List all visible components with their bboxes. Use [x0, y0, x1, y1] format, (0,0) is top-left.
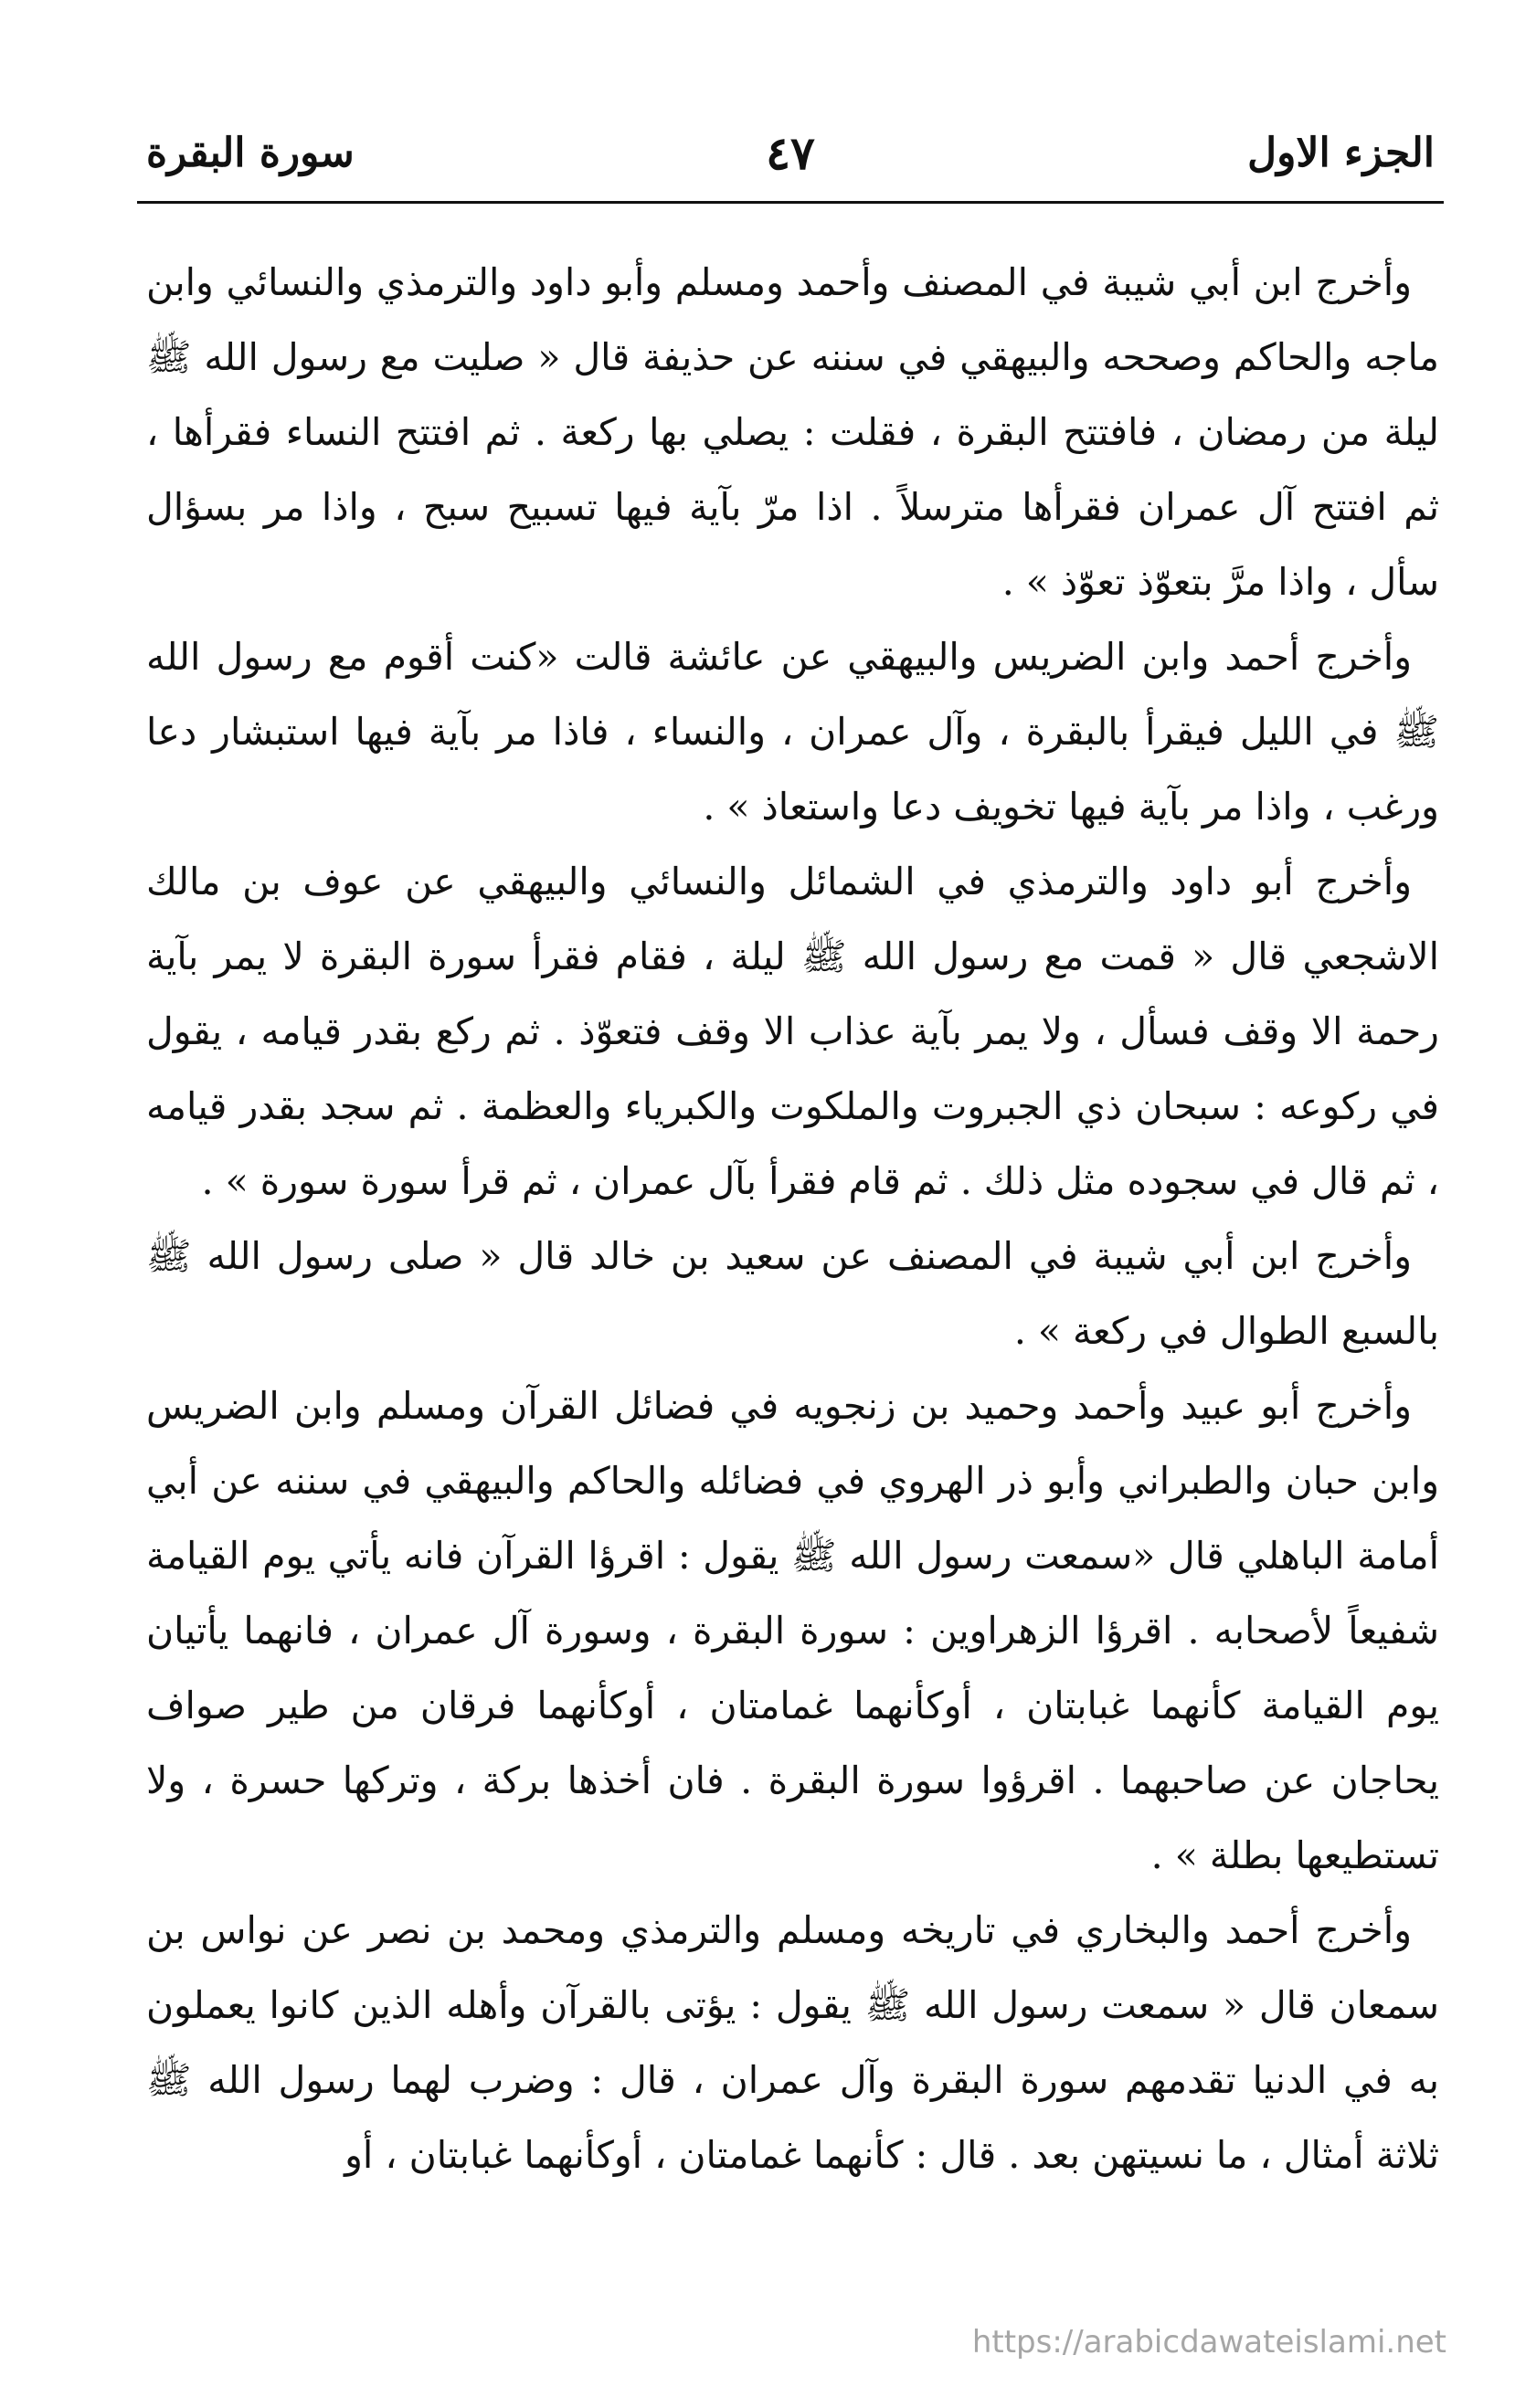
body-text: [146, 245, 1439, 2318]
paragraph-4: [146, 1219, 1439, 1368]
paragraph-text: وأخرج ابن أبي شيبة في المصنف وأحمد ومسلم وأبو داود والترمذي والنسائي وابن ماجه والحاكم وصححه والبيهقي في سننه عن حذيفة قال « صليت مع رسول الله ﷺ ليلة من رمضان ، فافتتح البقرة ، فقلت : يصلي بها ركعة . ثم افتتح النساء فقرأها ، ثم افتتح آل عمران فقرأها مترسلاً . اذا مرّ بآية فيها تسبيح سبح ، واذا مر بسؤال سأل ، واذا مرَّ بتعوّذ تعوّذ » .: [146, 260, 1439, 604]
page-number: ٤٧: [766, 126, 815, 180]
paragraph-text: وأخرج أحمد وابن الضريس والبيهقي عن عائشة قالت «كنت أقوم مع رسول الله ﷺ في الليل فيقرأ بالبقرة ، وآل عمران ، والنساء ، فاذا مر بآية فيها استبشار دعا ورغب ، واذا مر بآية فيها تخويف دعا واستعاذ » .: [146, 635, 1439, 829]
paragraph-6: [146, 1893, 1439, 2192]
paragraph-2: [146, 619, 1439, 844]
watermark-url: https://arabicdawateislami.net: [971, 2324, 1446, 2360]
header-divider: [137, 201, 1444, 204]
paragraph-text: وأخرج أبو عبيد وأحمد وحميد بن زنجويه في فضائل القرآن ومسلم وابن الضريس وابن حبان والطبراني وأبو ذر الهروي في فضائله والحاكم والبيهقي في سننه عن أبي أمامة الباهلي قال «سمعت رسول الله ﷺ يقول : اقرؤا القرآن فانه يأتي يوم القيامة شفيعاً لأصحابه . اقرؤا الزهراوين : سورة البقرة ، وسورة آل عمران ، فانهما يأتيان يوم القيامة كأنهما غبابتان ، أوكأنهما غمامتان ، أوكأنهما فرقان من طير صواف يحاجان عن صاحبهما . اقرؤوا سورة البقرة . فان أخذها بركة ، وتركها حسرة ، ولا تستطيعها بطلة » .: [146, 1384, 1439, 1877]
paragraph-5: [146, 1368, 1439, 1893]
paragraph-3: [146, 844, 1439, 1219]
surah-title: سورة البقرة: [146, 130, 355, 176]
paragraph-text: وأخرج أحمد والبخاري في تاريخه ومسلم والترمذي ومحمد بن نصر عن نواس بن سمعان قال « سمعت رسول الله ﷺ يقول : يؤتى بالقرآن وأهله الذين كانوا يعملون به في الدنيا تقدمهم سورة البقرة وآل عمران ، قال : وضرب لهما رسول الله ﷺ ثلاثة أمثال ، ما نسيتهن بعد . قال : كأنهما غمامتان ، أوكأنهما غبابتان ، أو: [146, 1908, 1439, 2177]
paragraph-text: وأخرج ابن أبي شيبة في المصنف عن سعيد بن خالد قال « صلى رسول الله ﷺ بالسبع الطوال في ركعة » .: [146, 1234, 1439, 1353]
page-header: [137, 108, 1444, 190]
volume-label: الجزء الاول: [1247, 130, 1435, 176]
paragraph-1: [146, 245, 1439, 619]
paragraph-text: وأخرج أبو داود والترمذي في الشمائل والنسائي والبيهقي عن عوف بن مالك الاشجعي قال « قمت مع رسول الله ﷺ ليلة ، فقام فقرأ سورة البقرة لا يمر بآية رحمة الا وقف فسأل ، ولا يمر بآية عذاب الا وقف فتعوّذ . ثم ركع بقدر قيامه ، يقول في ركوعه : سبحان ذي الجبروت والملكوت والكبرياء والعظمة . ثم سجد بقدر قيامه ، ثم قال في سجوده مثل ذلك . ثم قام فقرأ بآل عمران ، ثم قرأ سورة سورة » .: [146, 860, 1439, 1203]
